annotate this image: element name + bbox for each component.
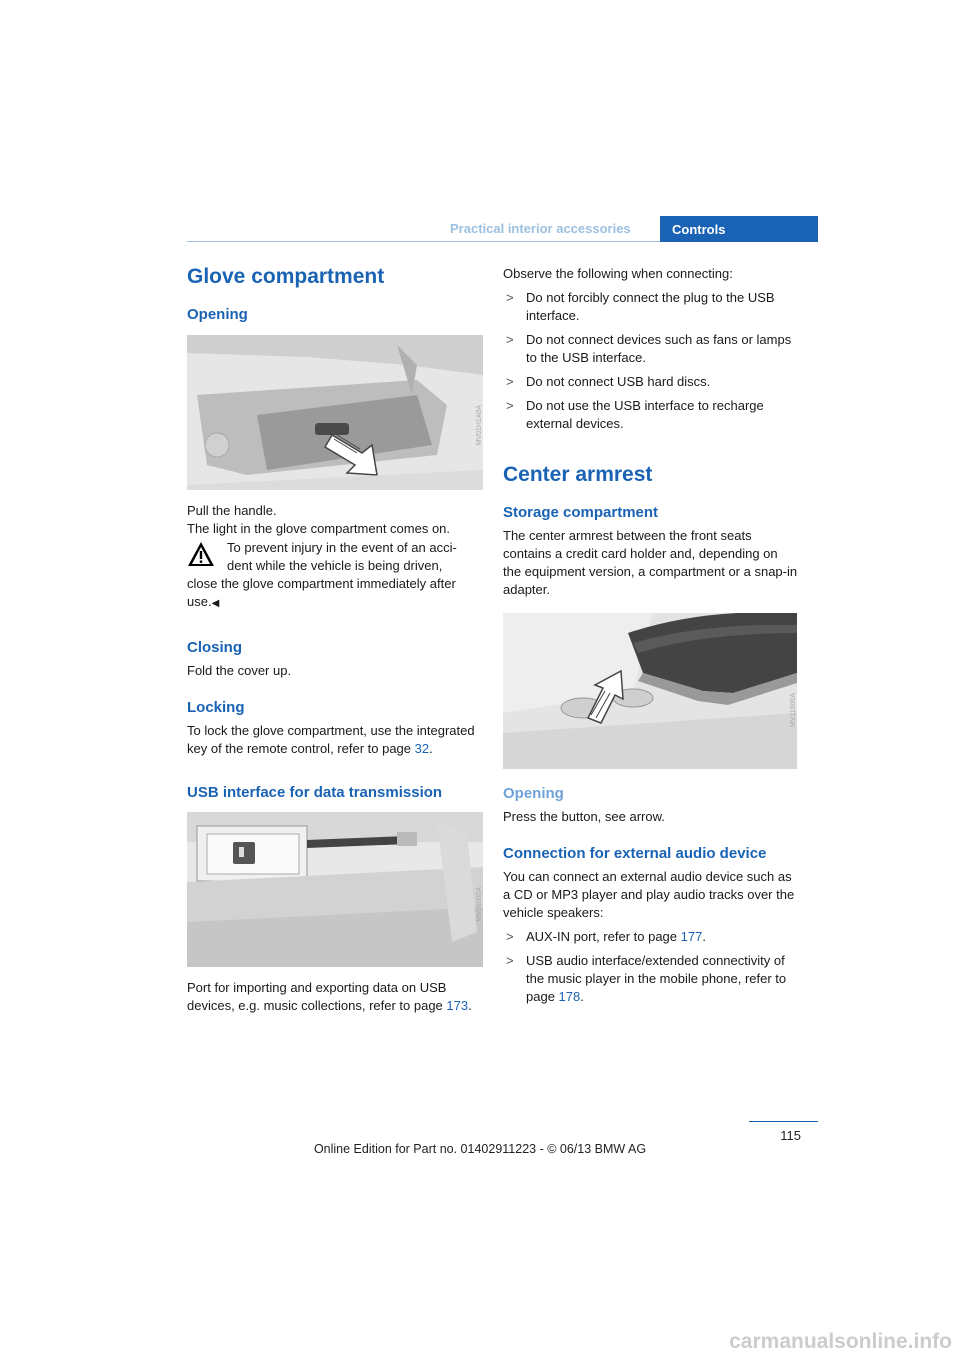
warning-line-2: dent while the vehicle is being driven, xyxy=(227,558,443,573)
text-locking xyxy=(187,722,483,758)
text-storage: The center armrest between the front seats contains a credit card holder and, depending on the equipment version, a compartment or a snap-in adapter. xyxy=(503,528,798,597)
list-item-text: Do not connect devices such as fans or lamps to the USB interface. xyxy=(526,332,792,365)
text-press-button: Press the button, see arrow. xyxy=(503,809,665,824)
list-item xyxy=(503,331,799,367)
bullet-mark: > xyxy=(506,398,514,413)
list-item xyxy=(503,397,799,433)
header-rule xyxy=(187,241,660,242)
figure-glove-compartment xyxy=(187,335,483,490)
heading-storage-compartment: Storage compartment xyxy=(503,504,659,521)
bullet-mark: > xyxy=(506,290,514,305)
list-item-text: USB audio interface/extended connectivity of the music player in the mobile phone, refer to page xyxy=(526,953,787,1004)
warning-block xyxy=(187,539,483,613)
list-item-suffix: . xyxy=(580,989,584,1004)
usb-interface-illustration xyxy=(187,812,483,967)
list-item-text: Do not connect USB hard discs. xyxy=(526,374,711,389)
section-title-center-armrest: Center armrest xyxy=(503,463,653,486)
end-mark: ◀ xyxy=(211,598,220,609)
page-link-177[interactable]: 177 xyxy=(680,929,703,944)
bullet-mark: > xyxy=(506,953,514,968)
usb-suffix: . xyxy=(468,998,472,1013)
figure-code: MV11000A xyxy=(790,693,797,728)
bullet-mark: > xyxy=(506,332,514,347)
center-armrest-illustration xyxy=(503,613,797,769)
text-light-comes-on: The light in the glove compartment comes on. xyxy=(187,521,451,536)
chapter-tab: Controls xyxy=(660,216,818,242)
text-external-audio: You can connect an external audio device such as a CD or MP3 player and play audio tracks over the vehicle speakers: xyxy=(503,869,795,920)
observe-list xyxy=(503,289,799,433)
list-item-text: AUX-IN port, refer to page xyxy=(526,929,678,944)
heading-closing: Closing xyxy=(187,639,242,656)
warning-triangle-icon xyxy=(187,541,215,567)
list-item-text: Do not forcibly connect the plug to the USB interface. xyxy=(526,290,775,323)
heading-locking: Locking xyxy=(187,699,245,716)
heading-usb-interface: USB interface for data transmission xyxy=(187,784,443,801)
list-item xyxy=(503,928,799,946)
list-item-text: Do not use the USB interface to recharge external devices. xyxy=(526,398,764,431)
text-usb-port xyxy=(187,979,483,1015)
warning-rest-text: close the glove compartment immediately after use. xyxy=(187,576,456,609)
list-item xyxy=(503,952,799,1006)
list-item xyxy=(503,373,799,391)
heading-opening: Opening xyxy=(187,306,248,323)
list-item xyxy=(503,289,799,325)
locking-text: To lock the glove compartment, use the integrated key of the remote control, refer to page xyxy=(187,723,475,756)
watermark: carmanualsonline.info xyxy=(729,1330,952,1353)
text-observe-intro: Observe the following when connecting: xyxy=(503,266,733,281)
footer-edition: Online Edition for Part no. 01402911223 - © 06/13 BMW AG xyxy=(313,1142,647,1156)
warning-line-1: To prevent injury in the event of an acci- xyxy=(227,540,457,555)
bullet-mark: > xyxy=(506,929,514,944)
figure-center-armrest xyxy=(503,613,797,769)
right-column xyxy=(503,265,799,1006)
warning-rest xyxy=(187,575,483,613)
running-header-section: Practical interior accessories xyxy=(450,221,631,236)
page-link-32[interactable]: 32 xyxy=(414,741,430,756)
bullet-mark: > xyxy=(506,374,514,389)
figure-code: MV08000A xyxy=(476,887,483,922)
audio-list xyxy=(503,928,799,1006)
usb-text: Port for importing and exporting data on USB devices, e.g. music collections, refer to page xyxy=(187,980,447,1013)
page-link-178[interactable]: 178 xyxy=(558,989,581,1004)
page-number: 115 xyxy=(780,1128,801,1143)
heading-armrest-opening: Opening xyxy=(503,785,564,802)
glove-compartment-illustration xyxy=(187,335,483,490)
left-column xyxy=(187,262,483,1015)
section-title-glove-compartment: Glove compartment xyxy=(187,265,385,288)
heading-external-audio: Connection for external audio device xyxy=(503,845,767,862)
figure-usb-interface xyxy=(187,812,483,967)
text-pull-handle: Pull the handle. xyxy=(187,503,277,518)
figure-code: MV01H1A0A xyxy=(476,405,483,446)
page-link-173[interactable]: 173 xyxy=(446,998,469,1013)
locking-suffix: . xyxy=(429,741,433,756)
list-item-suffix: . xyxy=(702,929,706,944)
page-number-rule xyxy=(749,1121,818,1122)
text-closing: Fold the cover up. xyxy=(187,663,292,678)
